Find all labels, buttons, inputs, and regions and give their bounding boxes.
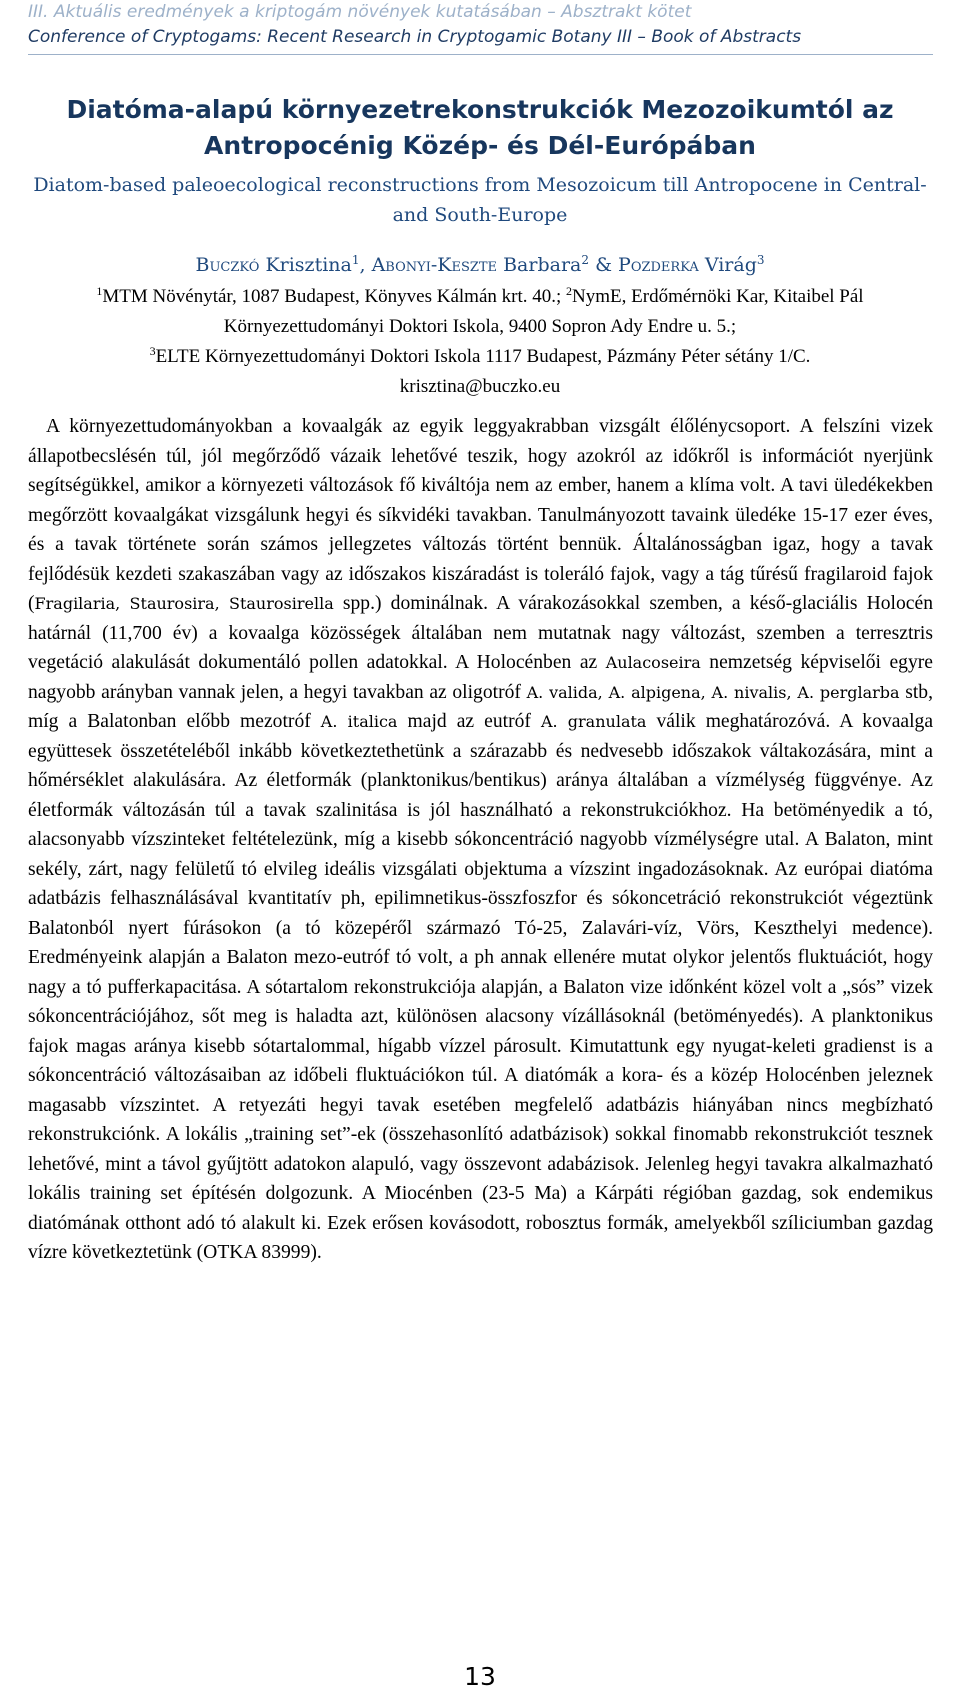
contact-email: krisztina@buczko.eu (399, 376, 561, 397)
author-ampersand: & (595, 254, 612, 276)
affil-2-text: NymE, Erdőmérnöki Kar, Kitaibel Pál Környezettudományi Doktori Iskola, 9400 Sopron Ady Endre u. 5.; (223, 286, 864, 337)
species-fragilaroid: Fragilaria, Staurosira, Staurosirella (34, 594, 334, 613)
running-header (28, 0, 938, 50)
abstract-text-5: majd az eutróf (397, 711, 541, 732)
title-english: Diatom-based paleoecological reconstructions from Mesozoicum till Antropocene in Central- and South-Europe (33, 174, 927, 226)
species-italica: A. italica (320, 712, 398, 731)
affiliations (20, 282, 940, 402)
species-granulata: A. granulata (540, 712, 647, 731)
abstract-body (28, 412, 933, 1268)
header-english-title: Conference of Cryptogams: Recent Research in Cryptogamic Botany III – Book of Abstracts (28, 27, 802, 47)
affiliation-3 (20, 342, 940, 372)
author-2-affil-mark: 2 (581, 253, 590, 267)
author-2-given: Barbara (503, 254, 582, 276)
author-2-surname: Abonyi-Keszte (371, 254, 498, 276)
author-3-surname: Pozderka (618, 254, 699, 276)
affil-1-text: MTM Növénytár, 1087 Budapest, Könyves Kálmán krt. 40.; (102, 286, 567, 307)
author-1-affil-mark: 1 (351, 253, 360, 267)
genus-aulacoseira: Aulacoseira (605, 653, 701, 672)
affiliation-1-2 (20, 282, 940, 342)
header-divider (28, 54, 933, 55)
abstract-text-1: A környezettudományokban a kovaalgák az egyik leggyakrabban vizsgált élőlénycsoport. A felszíni vizek állapotbecslésén túl, jól megőrződő vázaik lehetővé teszik, hogy azokról az időkről is információt nyerjünk segítségükkel, amikor a környezeti változások fő kiváltója nem az ember, hanem a klíma volt. A tavi üledékekben megőrzött kovaalgákat vizsgálunk hegyi és síkvidéki tavakban. Tanulmányozott tavaink üledéke 15-17 ezer éves, és a tavak története során számos jellegzetes változás történt bennük. Általánosságban igaz, hogy a tavak fejlődésük kezdeti szakaszában vagy az időszakos kiszáradást is toleráló fajok, vagy a tág tűrésű fragilaroid fajok ( (28, 416, 933, 614)
affil-1-mark: 1 (96, 284, 103, 298)
author-3-given: Virág (704, 254, 757, 276)
page-number: 13 (464, 1662, 496, 1691)
species-oligotrophic: A. valida, A. alpigena, A. nivalis, A. perglarba (526, 682, 900, 702)
affil-2-mark: 2 (566, 284, 573, 298)
abstract-text-3: nemzetség képviselői egyre nagyobb arányban vannak jelen, a hegyi tavakban az oligotróf (28, 652, 933, 703)
abstract-text-4: stb, míg a Balatonban előbb mezotróf (28, 681, 933, 732)
author-3-affil-mark: 3 (756, 253, 765, 267)
author-1-given: Krisztina (265, 254, 352, 276)
affil-3-text: ELTE Környezettudományi Doktori Iskola 1117 Budapest, Pázmány Péter sétány 1/C. (155, 346, 811, 367)
abstract-title-block (20, 92, 940, 230)
header-hungarian-title: III. Aktuális eredmények a kriptogám növények kutatásában – Absztrakt kötet (28, 2, 692, 22)
title-hungarian: Diatóma-alapú környezetrekonstrukciók Mezozoikumtól az Antropocénig Közép- és Dél-Európában (66, 95, 894, 160)
author-list: Buczkó Krisztina$^1$, Abonyi-Keszte Barbara$^2$ & Pozderka Virág$^3$ (195, 253, 765, 276)
author-1-surname: Buczkó (195, 254, 260, 276)
affil-3-mark: 3 (149, 344, 156, 358)
abstract-text-6: válik meghatározóvá. A kovaalga együttesek összetételéből inkább következtethetünk a szárazabb és nedvesebb időszakok váltakozására, mint a hőmérséklet alakulására. Az életformák (planktonikus/bentikus) aránya általában a vízmélység függvénye. Az életformák változásán túl a tavak szalinitása is jól használható a rekonstrukciókhoz. Ha betöményedik a tó, alacsonyabb vízszinteket feltételezünk, míg a kisebb sókoncentráció nagyobb vízmélységre utal. A Balaton, mint sekély, zárt, nagy felületű tó elvileg ideális vizsgálati objektuma a vízszint ingadozásoknak. Az európai diatóma adatbázis felhasználásával kvantitatív ph, epilimnetikus-összfoszfor és sókoncetráció rekonstrukciót végeztünk Balatonból nyert fúrásokon (a tó közepéről származó Tó-25, Zalavári-víz, Vörs, Keszthelyi medence). Eredményeink alapján a Balaton mezo-eutróf tó volt, a ph annak ellenére mutat olykor jelentős fluktuációt, hogy nagy a tó pufferkapacitása. A sótartalom rekonstrukciója alapján, a Balaton vize időnként közel volt a „sós” vizek sókoncentrációjához, sőt meg is haladta azt, különösen alacsony vízállásoknál (betöményedés). A planktonikus fajok magas aránya kisebb sótartalommal, hígabb vízzel párosult. Kimutattunk egy nyugat-keleti gradienst is a sókoncentráció változásaiban az időbeli fluktuációkon túl. A diatómák a kora- és a közép Holocénben jeleznek magasabb vízszintet. A retyezáti hegyi tavak esetében megfelelő adatbázis hiányában nincs megbízható rekonstrukciónk. A lokális „training set”-ek (összehasonlító adatbázisok) sokkal finomabb rekonstrukciót tesznek lehetővé, mint a távol gyűjtött adatokon alapuló, vagy összevont adabázisok. Jelenleg hegyi tavakra alkalmazható lokális training set építésén dolgozunk. A Miocénben (23-5 Ma) a Kárpáti régióban gazdag, sok endemikus diatómának otthont adó tó alakult ki. Ezek erősen kovásodott, robosztus formák, amelyekből szíliciumban gazdag vízre következtetünk (OTKA 83999). (28, 711, 934, 1263)
abstract-text-2: spp.) dominálnak. A várakozásokkal szemben, a késő-glaciális Holocén határnál (11,700 év) a kovaalga közösségek általában nem mutatnak nagy változást, szemben a terresztris vegetáció alakulását dokumentáló pollen adatokkal. A Holocénben az (28, 593, 933, 673)
